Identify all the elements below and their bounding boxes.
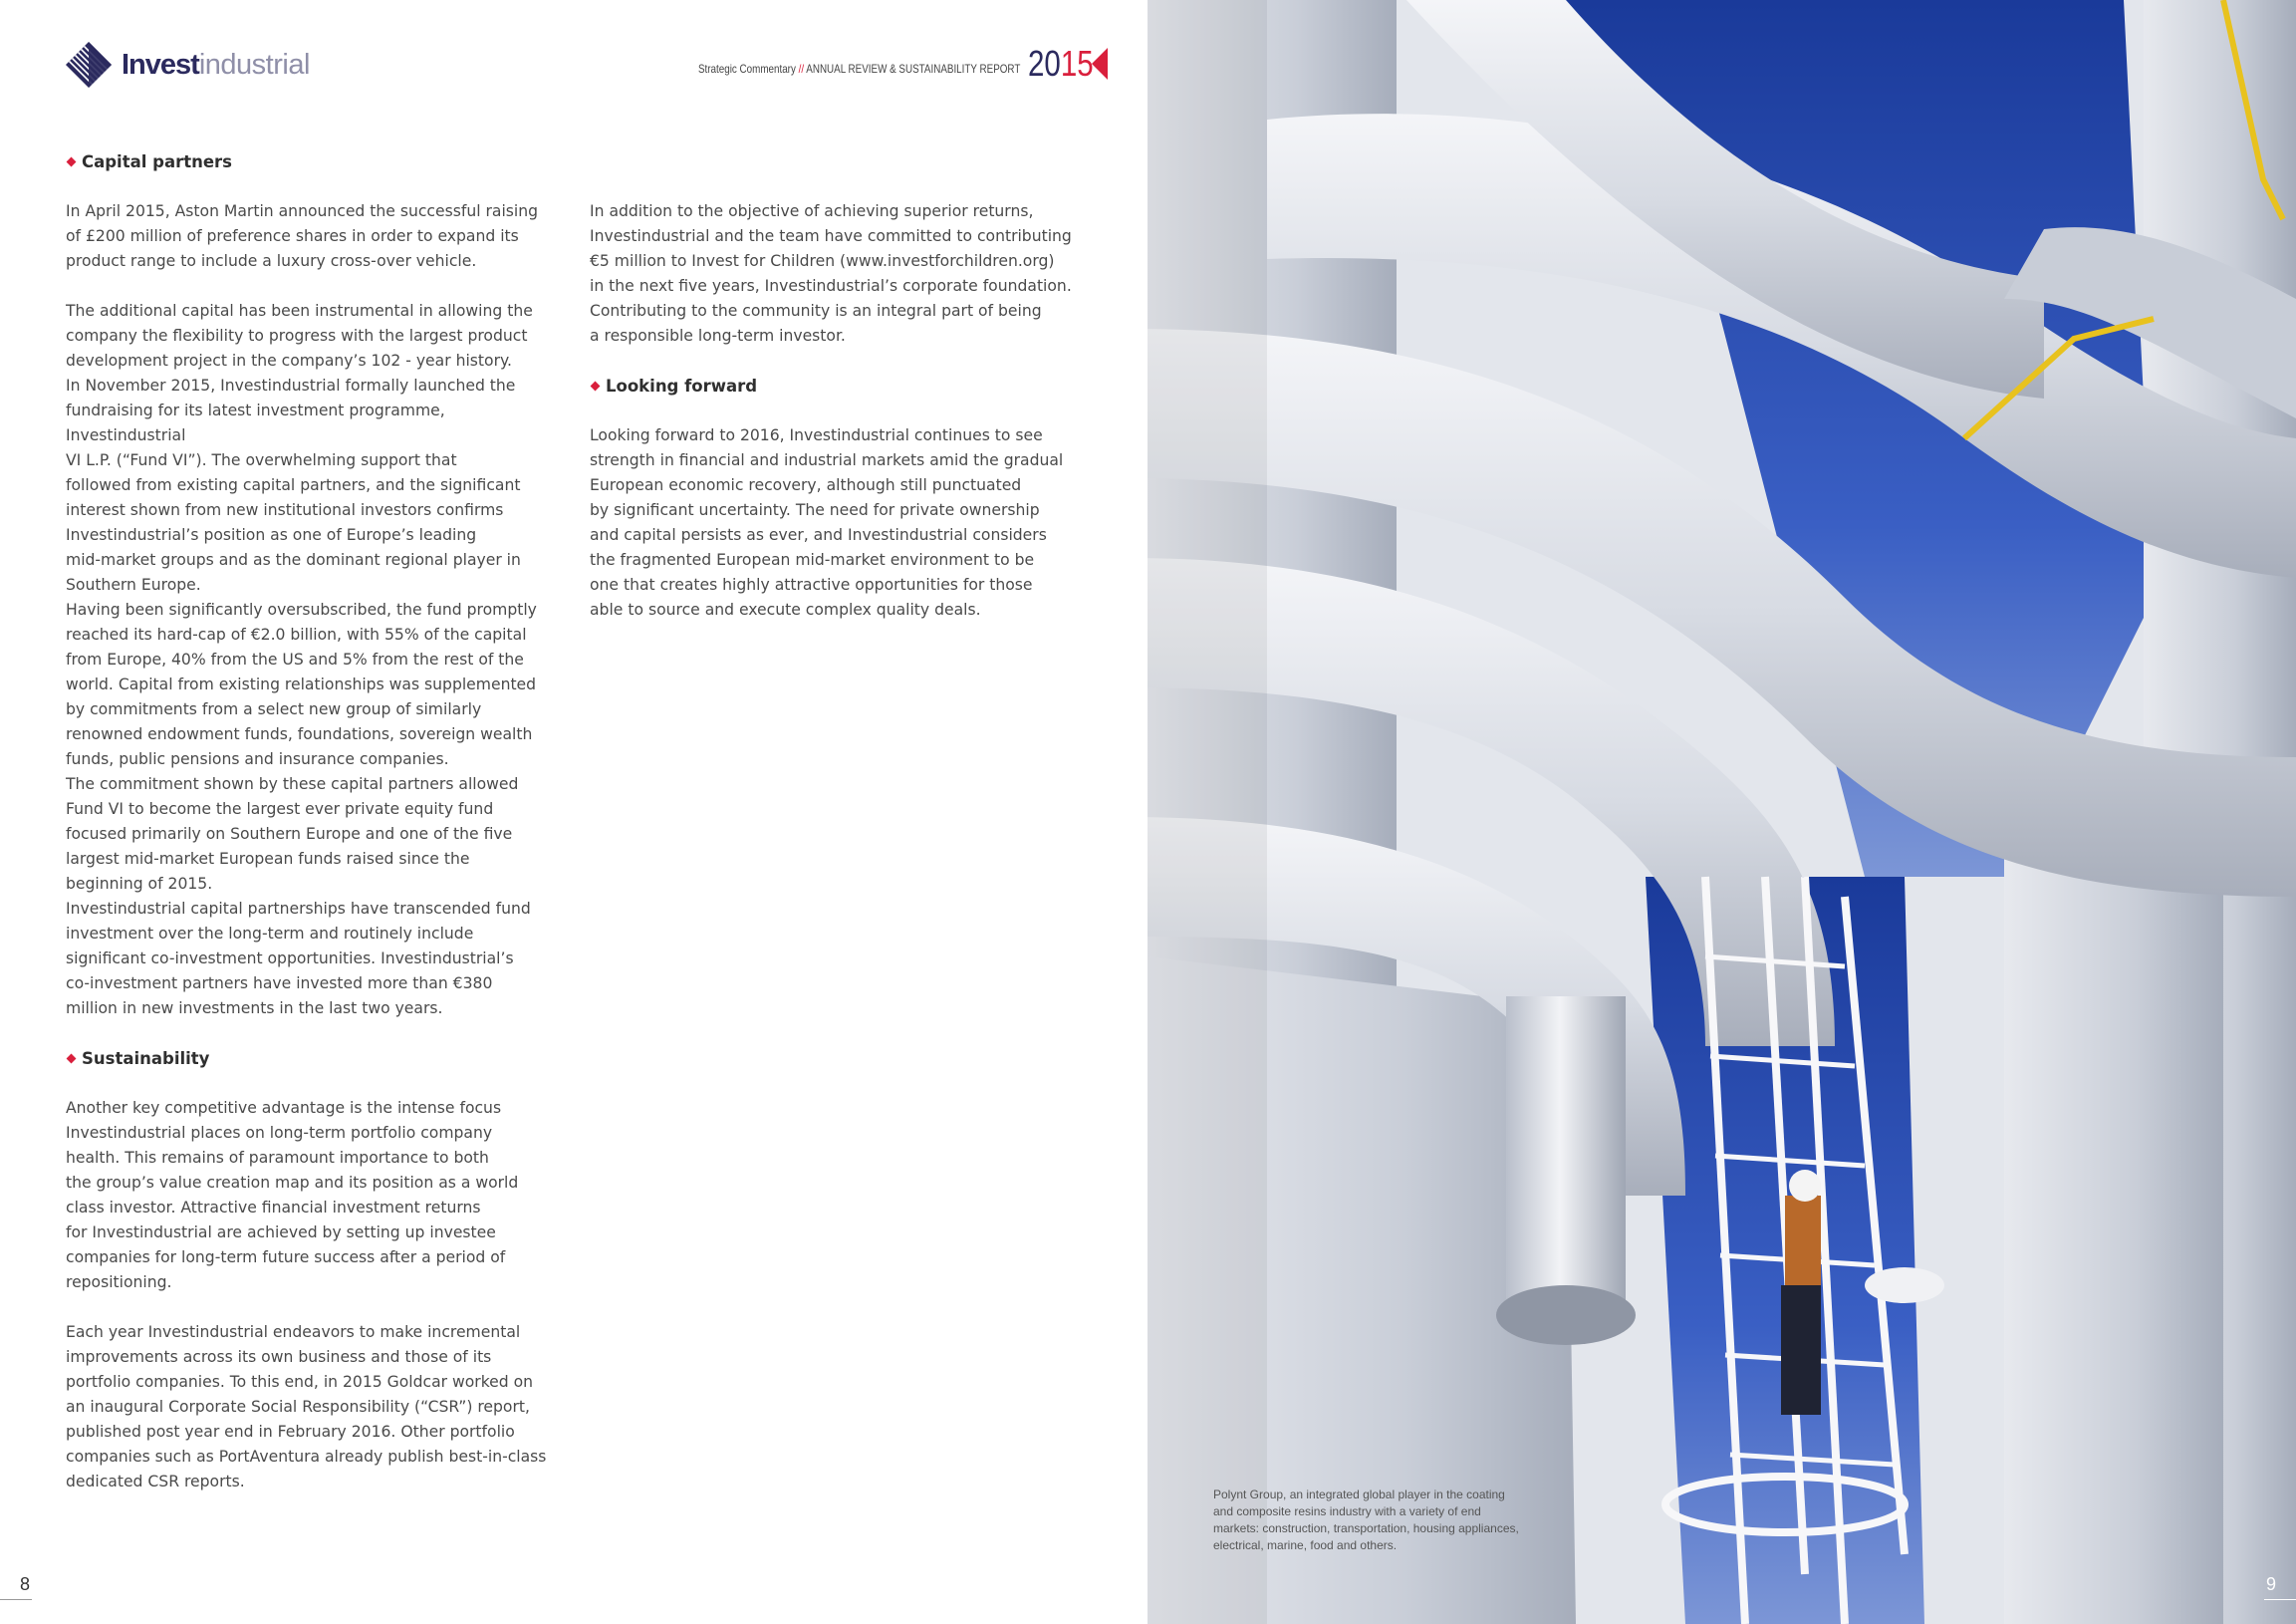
- page-number-rule: [2264, 1599, 2296, 1600]
- report-header: [628, 43, 1108, 84]
- header-separator: //: [798, 62, 804, 76]
- investindustrial-logo: [64, 40, 310, 90]
- paragraph: In April 2015, Aston Martin announced the successful raising of £200 million of preference shares in order to expand its product range to include a luxury cross-over vehicle.: [66, 202, 539, 270]
- report-year: [1028, 43, 1094, 84]
- text-column-1: [66, 149, 569, 1494]
- header-arrow-icon: [1092, 48, 1108, 80]
- paragraph: Another key competitive advantage is the intense focus Investindustrial places on long-term portfolio company health. This remains of paramount importance to both the group’s value creation map and its position as a world class investor. Attractive financial investment returns for Investindustrial are achieved by setting up investee companies for long-term future success after a period of repositioning.: [66, 1099, 519, 1291]
- red-diamond-icon: [591, 382, 601, 392]
- paragraph: The additional capital has been instrumental in allowing the company the flexibility to progress with the largest product development project in the company’s 102 - year history. In November 2015, Investindustrial formally launched the fundraising for its latest investment programme, Investindustrial VI L.P. (“Fund VI”). The overwhelming support that followed from existing capital partners, and the significant interest shown from new institutional investors confirms Investindustrial’s position as one of Europe’s leading mid-market groups and as the dominant regional player in Southern Europe. Having been significantly oversubscribed, the fund promptly reached its hard-cap of €2.0 billion, with 55% of the capital from Europe, 40% from the US and 5% from the rest of the world. Capital from existing relationships was supplemented by commitments from a select new group of similarly renowned endowment funds, foundations, sovereign wealth funds, public pensions and insurance companies. The commitment shown by these capital partners allowed Fund VI to become the largest ever private equity fund focused primarily on Southern Europe and one of the five largest mid-market European funds raised since the beginning of 2015. Investindustrial capital partnerships have transcended fund investment over the long-term and routinely include significant co-investment opportunities. Investindustrial’s co-investment partners have invested more than €380 million in new investments in the last two years.: [66, 302, 537, 1017]
- heading-capital-partners: [66, 149, 569, 174]
- heading-text: Looking forward: [606, 377, 758, 396]
- year-part-1: 20: [1028, 43, 1061, 84]
- page-number-left: 8: [20, 1574, 31, 1594]
- text-column-2: [590, 149, 1093, 623]
- red-diamond-icon: [67, 157, 77, 167]
- page-number-right: 9: [2265, 1574, 2276, 1594]
- paragraph: Looking forward to 2016, Investindustrial continues to see strength in financial and industrial markets amid the gradual European economic recovery, although still punctuated by significant uncertainty. The need for private ownership and capital persists as ever, and Investindustrial considers the fragmented European mid-market environment to be one that creates highly attractive opportunities for those able to source and execute complex quality deals.: [590, 426, 1064, 619]
- page-number-rule: [0, 1599, 32, 1600]
- report-title: [698, 62, 1020, 76]
- report-name: ANNUAL REVIEW & SUSTAINABILITY REPORT: [805, 62, 1020, 76]
- paragraph: Each year Investindustrial endeavors to make incremental improvements across its own business and those of its portfolio companies. To this end, in 2015 Goldcar worked on an inaugural Corporate Social Responsibility (“CSR”) report, published post year end in February 2016. Other portfolio companies such as PortAventura already publish best-in-class dedicated CSR reports.: [66, 1323, 547, 1490]
- heading-text: Sustainability: [82, 1049, 210, 1068]
- heading-looking-forward: [590, 374, 1093, 399]
- paragraph: In addition to the objective of achieving superior returns, Investindustrial and the team have committed to contributing €5 million to Invest for Children (www.investforchildren.org) in the next five years, Investindustrial’s corporate foundation. Contributing to the community is an integral part of being a responsible long-term investor.: [590, 202, 1072, 345]
- logo-diamond-icon: [64, 40, 114, 90]
- logo-text-light: industrial: [198, 48, 310, 81]
- photo-caption: Polynt Group, an integrated global player in the coating and composite resins industry with a variety of end markets: construction, transportation, housing appliances, electrical, marine, food and others.: [1213, 1488, 1519, 1552]
- industrial-pipes-photo: [1148, 0, 2296, 1624]
- logo-text-bold: Invest: [122, 48, 199, 81]
- heading-sustainability: [66, 1046, 569, 1071]
- section-name: Strategic Commentary: [697, 62, 796, 76]
- red-diamond-icon: [67, 1054, 77, 1064]
- year-part-2: 15: [1060, 43, 1094, 84]
- right-page: [1148, 0, 2296, 1624]
- heading-text: Capital partners: [82, 152, 232, 171]
